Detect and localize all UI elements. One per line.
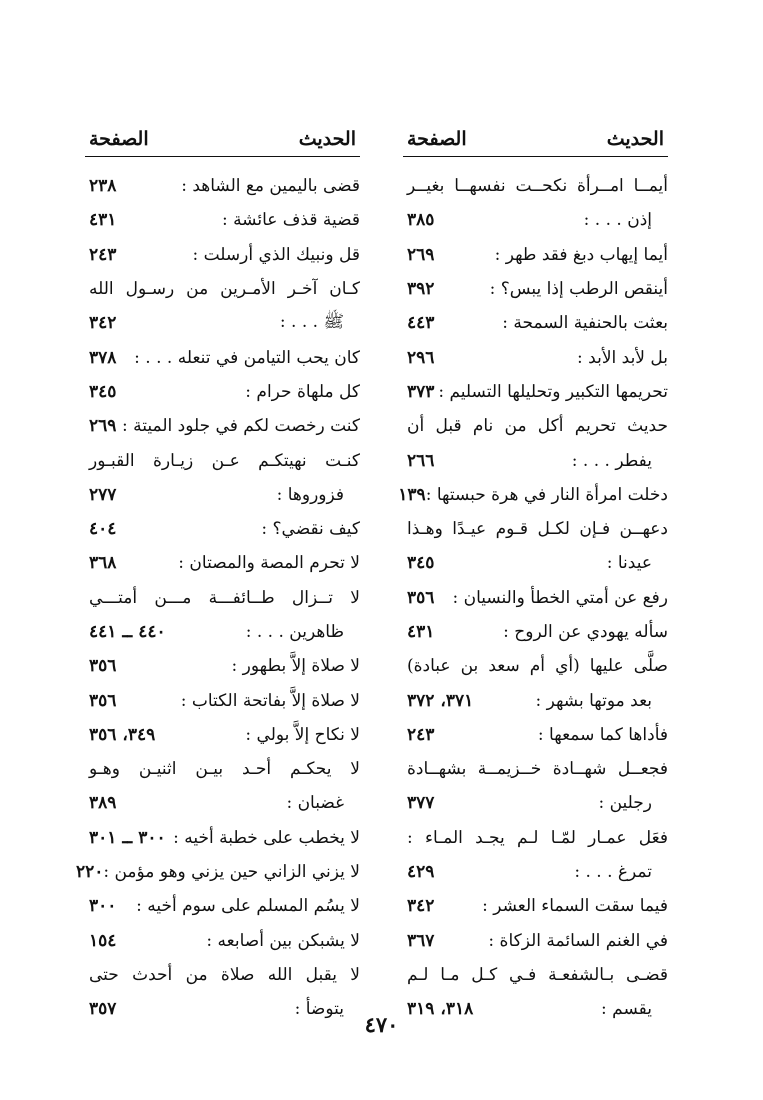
hadith-text: في الغنم السائمة الزكاة : (488, 930, 668, 951)
page-ref: ٣٤٢ (89, 313, 117, 334)
page-ref: ٣٧٧ (407, 793, 435, 814)
index-entry (85, 306, 360, 340)
hadith-text: غضبان : (286, 793, 344, 814)
page-ref: ٣٠٠ (89, 896, 117, 917)
index-entry (85, 786, 360, 820)
page-ref: ٢٤٣ (407, 724, 435, 745)
hadith-text: إذن . . . : (583, 210, 652, 231)
index-entry (85, 546, 360, 580)
hadith-text: صلَّى عليها (أي أم سعد بن عبادة) (407, 656, 668, 677)
hadith-text: لا يحكـم أحـد بيـن اثنيـن وهـو (89, 759, 360, 780)
index-entry (85, 409, 360, 443)
hadith-text: لا يخطب على خطبة أخيه : (173, 827, 360, 848)
index-entry (85, 203, 360, 237)
index-entry (85, 615, 360, 649)
hadith-text: كنـت نهيتكـم عـن زيـارة القبـور (89, 450, 360, 471)
hadith-text: كـان آخـر الأمـرين من رسـول الله (89, 279, 360, 300)
hadith-text: بل لأبد الأبد : (577, 347, 668, 368)
hadith-text: فجعــل شهــادة خــزيمــة بشهــادة (407, 759, 668, 780)
page-ref: ٣٨٩ (89, 793, 117, 814)
page-ref: ٣٧٨ (89, 347, 117, 368)
hadith-text: فعَل عمـار لمّـا لـم يجـد المـاء : (407, 827, 668, 848)
page-ref: ٣٨٥ (407, 210, 435, 231)
hadith-text: بعد موتها بشهر : (535, 690, 652, 711)
page-ref: ٣٧١، ٣٧٢ (407, 690, 474, 711)
hadith-text: لا تــزال طــائفـــة مـــن أمتـــي (89, 587, 360, 608)
index-entry (403, 615, 668, 649)
index-entry (75, 855, 360, 889)
hadith-header: الحديث (298, 128, 356, 150)
page-ref: ٣٥٦ (407, 587, 435, 608)
hadith-text: يقسم : (601, 999, 652, 1020)
index-entry (403, 409, 668, 443)
hadith-text: يفطر . . . : (571, 450, 652, 471)
hadith-text: فزوروها : (276, 484, 344, 505)
index-entry (85, 272, 360, 306)
page-ref: ٣٤٥ (89, 381, 117, 402)
page-ref: ٣٤٢ (407, 896, 435, 917)
hadith-text: بعثت بالحنفية السمحة : (502, 313, 668, 334)
index-entry (85, 169, 360, 203)
page-header: الصفحة (89, 128, 149, 150)
page-ref: ٤٣١ (407, 622, 435, 642)
index-entry (85, 340, 360, 374)
page-ref: ٣٥٦ (89, 656, 117, 677)
index-entry (398, 478, 668, 512)
hadith-text: يتوضأ : (294, 999, 344, 1020)
page-ref: ٣٥٧ (89, 999, 117, 1020)
index-entry (403, 752, 668, 786)
index-entry (403, 375, 668, 409)
index-column-left (75, 120, 360, 1026)
index-entry (403, 306, 668, 340)
index-entry (403, 443, 668, 477)
hadith-text: دعهــن فـإن لكـل قـوم عيـدًا وهـذا (407, 519, 668, 540)
hadith-text: قضى باليمين مع الشاهد : (181, 176, 360, 197)
index-entry (403, 683, 668, 717)
page-ref: ٢٤٣ (89, 244, 117, 265)
column-header (403, 120, 668, 157)
page-ref: ٣٦٨ (89, 553, 117, 574)
page-ref: ٢٣٨ (89, 176, 117, 197)
index-entry (85, 443, 360, 477)
index-entry (85, 958, 360, 992)
hadith-text: لا يقبل الله صلاة من أحدث حتى (89, 964, 360, 985)
hadith-text: حديث تحريم أكل من نام قبل أن (407, 416, 668, 437)
hadith-text: سأله يهودي عن الروح : (503, 622, 668, 642)
index-rows (398, 169, 668, 1026)
hadith-text: قضية قذف عائشة : (221, 210, 360, 231)
page-ref: ٢٦٦ (407, 450, 435, 471)
index-entry (403, 340, 668, 374)
index-entry (403, 786, 668, 820)
index-entry (403, 855, 668, 889)
index-entry (403, 958, 668, 992)
page-ref: ٤٢٩ (407, 862, 435, 883)
index-entry (85, 478, 360, 512)
hadith-text: أينقص الرطب إذا يبس؟ : (489, 279, 668, 300)
hadith-text: ﷺ . . . : (279, 311, 344, 332)
index-entry (403, 272, 668, 306)
page-ref: ١٣٩ (398, 484, 426, 505)
hadith-text: لا يزني الزاني حين يزني وهو مؤمن : (103, 862, 360, 883)
hadith-text: كل ملهاة حرام : (245, 381, 360, 402)
index-entry (403, 546, 668, 580)
page-ref: ٣٥٦ (89, 690, 117, 711)
index-rows (75, 169, 360, 1026)
hadith-text: ظاهرين . . . : (245, 622, 344, 642)
page-ref: ٤٤٠ ــ ٤٤١ (89, 622, 166, 642)
page-ref: ٣٤٥ (407, 553, 435, 574)
index-entry (403, 821, 668, 855)
index-entry (85, 238, 360, 272)
hadith-text: دخلت امرأة النار في هرة حبستها : (425, 484, 668, 505)
hadith-text: أيما إيهاب دبغ فقد طهر : (494, 244, 668, 265)
hadith-text: قضـى بـالشفعـة فـي كـل مـا لـم (407, 964, 668, 985)
index-entry (403, 238, 668, 272)
page-ref: ٢٩٦ (407, 347, 435, 368)
hadith-text: لا صلاة إلاَّ بطهور : (231, 656, 360, 677)
page-ref: ٤٤٣ (407, 313, 435, 334)
hadith-text: لا نكاح إلاَّ بولي : (245, 724, 360, 745)
index-entry (85, 889, 360, 923)
page-ref: ٣٧٣ (407, 381, 435, 402)
index-entry (403, 169, 668, 203)
page-ref: ٤٣١ (89, 210, 117, 231)
hadith-text: كان يحب التيامن في تنعله . . . : (134, 347, 360, 368)
index-entry (403, 581, 668, 615)
page-ref: ٣٠٠ ــ ٣٠١ (89, 827, 166, 848)
hadith-text: كيف نقضي؟ : (261, 519, 360, 540)
index-entry (85, 581, 360, 615)
page-header: الصفحة (407, 128, 467, 150)
index-column-right (398, 120, 668, 1026)
page-ref: ٣٦٧ (407, 930, 435, 951)
hadith-text: تمرغ . . . : (574, 862, 652, 883)
index-entry (85, 924, 360, 958)
page-ref: ٣١٨، ٣١٩ (407, 999, 474, 1020)
index-entry (403, 889, 668, 923)
page-ref: ٣٩٢ (407, 279, 435, 300)
index-entry (85, 718, 360, 752)
hadith-text: كنت رخصت لكم في جلود الميتة : (122, 416, 360, 437)
page-number: ٤٧٠ (364, 1012, 399, 1037)
index-entry (403, 718, 668, 752)
page-ref: ٢٦٩ (407, 244, 435, 265)
index-entry (403, 203, 668, 237)
index-entry (403, 649, 668, 683)
index-entry (85, 649, 360, 683)
hadith-text: تحريمها التكبير وتحليلها التسليم : (438, 381, 668, 402)
hadith-text: فأداها كما سمعها : (537, 724, 668, 745)
hadith-text: عيدنا : (606, 553, 652, 574)
index-entry (403, 512, 668, 546)
hadith-text: لا يشبكن بين أصابعه : (206, 930, 360, 951)
hadith-text: لا صلاة إلاَّ بفاتحة الكتاب : (180, 690, 360, 711)
hadith-text: رجلين : (598, 793, 652, 814)
column-header (85, 120, 360, 157)
hadith-text: لا تحرم المصة والمصتان : (178, 553, 360, 574)
hadith-header: الحديث (606, 128, 664, 150)
index-entry (85, 752, 360, 786)
page-ref: ٢٧٧ (89, 484, 117, 505)
page-ref: ٣٤٩، ٣٥٦ (89, 724, 156, 745)
hadith-text: أيمــا امــرأة نكحــت نفسهــا بغيــر (407, 176, 668, 197)
page-ref: ٢٢٠ (75, 862, 104, 883)
hadith-text: قل ونبيك الذي أرسلت : (192, 244, 360, 265)
page-ref: ٢٦٩ (89, 416, 117, 437)
index-entry (85, 821, 360, 855)
index-entry (85, 375, 360, 409)
hadith-text: رفع عن أمتي الخطأ والنسيان : (452, 587, 668, 608)
page-ref: ١٥٤ (89, 930, 117, 951)
index-entry (85, 512, 360, 546)
page-ref: ٤٠٤ (89, 519, 117, 540)
index-entry (85, 683, 360, 717)
index-entry (403, 924, 668, 958)
hadith-text: فيما سقت السماء العشر : (482, 896, 668, 917)
hadith-text: لا يسُم المسلم على سوم أخيه : (136, 896, 360, 917)
